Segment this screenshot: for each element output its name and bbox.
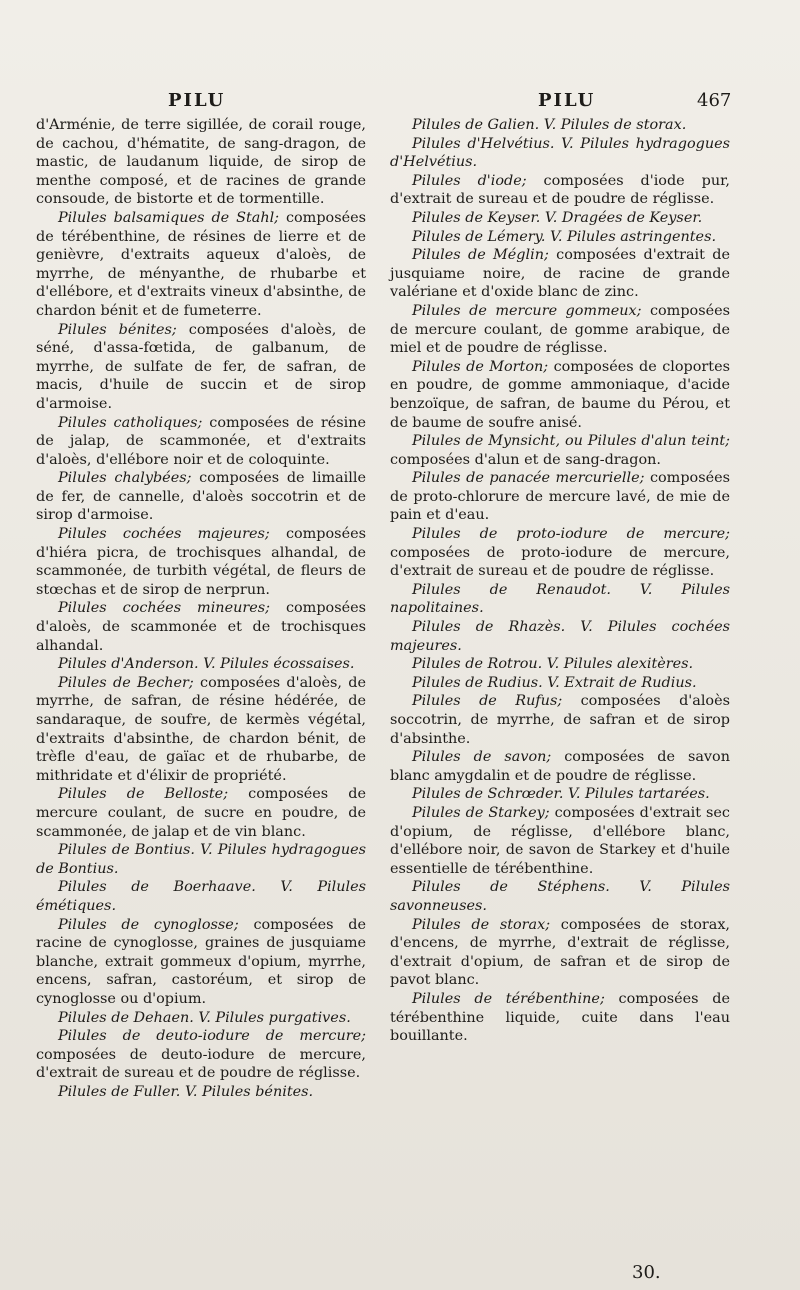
dictionary-entry [36,1083,366,1102]
entry-text: composées d'aloès soccotrin, de myrrhe, de safran et de sirop d'absinthe. [390,693,730,747]
entry-headword: Pilules de Morton; [412,358,549,375]
dictionary-entry [390,432,730,469]
entry-text: composées de deuto-iodure de mercure, d'extrait de sureau et de poudre de réglisse. [36,1046,366,1082]
dictionary-entry [36,1009,366,1028]
entry-headword: Pilules de Galien. V. Pilules de storax. [412,117,687,133]
dictionary-entry [36,525,366,599]
dictionary-entry [390,172,730,209]
entry-headword: Pilules de térébenthine; [412,990,605,1007]
entry-text: composées de storax, d'encens, de myrrhe, d'extrait de réglisse, d'extrait d'opium, de safran et de sirop de pavot blanc. [390,916,731,989]
dictionary-entry [390,692,730,748]
entry-text: composées de savon blanc amygdalin et de poudre de réglisse. [390,749,730,784]
dictionary-entry [36,599,366,655]
entry-headword: Pilules de Becher; [58,674,194,691]
dictionary-entry [390,228,730,247]
dictionary-entry [36,916,366,1009]
dictionary-entry [390,116,730,135]
entry-headword: Pilules de Keyser. V. Dragées de Keyser. [412,209,703,226]
entry-headword: Pilules de mercure gommeux; [412,302,642,319]
entry-headword: Pilules de Rotrou. V. Pilules alexitères. [412,656,694,673]
entry-headword: Pilules de Bontius. V. Pilules hydragogues de Bontius. [36,842,366,877]
dictionary-entry [390,674,730,693]
entry-text: composées d'extrait sec d'opium, de réglisse, d'ellébore blanc, d'ellébore noir, de savon de Starkey et d'huile essentielle de térébenthine. [390,804,730,877]
entry-headword: Pilules de storax; [412,916,551,933]
entry-headword: Pilules d'iode; [412,172,527,189]
entry-headword: Pilules de Dehaen. V. Pilules purgatives. [58,1009,351,1026]
entry-headword: Pilules de Belloste; [58,786,229,803]
dictionary-entry [390,804,730,878]
dictionary-entry [390,302,730,358]
dictionary-entry [390,581,730,618]
entry-headword: Pilules d'Anderson. V. Pilules écossaises. [58,656,355,673]
entry-text: composées d'alun et de sang-dragon. [390,451,661,468]
entry-text: composées de mercure coulant, de gomme arabique, de miel et de poudre de réglisse. [390,302,731,357]
dictionary-entry [390,246,730,302]
entry-headword: Pilules cochées mineures; [58,600,270,617]
entry-headword: Pilules de Stéphens. V. Pilules savonneuses. [390,879,730,914]
entry-text: d'Arménie, de terre sigillée, de corail rouge, de cachou, d'hématite, de sang-dragon, de mastic, de laudanum liquide, de sirop de menthe composé, et de racines de grande consoude, de bistorte et de tormentille. [36,117,366,208]
dictionary-entry [36,1027,366,1083]
entry-text: composées de térébenthine, de résines de lierre et de genièvre, d'extraits aqueux d'aloès, de myrrhe, de ményanthe, de rhubarbe et d'ellébore, et d'extraits vineux d'absinthe, de chardon bénit et de fumeterre. [36,209,367,319]
dictionary-entry [390,916,730,990]
entry-headword: Pilules de cynoglosse; [58,916,239,933]
dictionary-entry [390,135,730,172]
entry-headword: Pilules de Lémery. V. Pilules astringentes. [412,228,717,245]
entry-text: composées d'extrait de jusquiame noire, de racine de grande valériane et d'oxide blanc de zinc. [390,247,730,301]
dictionary-entry [390,748,730,785]
entry-headword: Pilules de Rudius. V. Extrait de Rudius. [412,674,697,691]
entry-text: composées de cloportes en poudre, de gomme ammoniaque, d'acide benzoïque, de safran, de baume du Pérou, et de baume de soufre anisé. [390,358,730,431]
right-column [390,116,730,1046]
entry-headword: Pilules de Starkey; [412,804,550,821]
dictionary-entry [390,469,730,525]
dictionary-entry [36,321,366,414]
dictionary-entry [390,209,730,228]
entry-headword: Pilules d'Helvétius. V. Pilules hydragogues d'Helvétius. [390,135,730,171]
entry-headword: Pilules cochées majeures; [58,526,270,543]
printer-signature: 30. [632,1262,661,1283]
entry-text: composées d'aloès, de scammonée et de trochisques alhandal. [36,600,366,654]
dictionary-entry [390,655,730,674]
dictionary-entry [36,785,366,841]
running-head-right: PILU [538,90,596,111]
entry-text: composées de proto-iodure de mercure, d'extrait de sureau et de poudre de réglisse. [390,544,730,580]
entry-text: composées de mercure coulant, de sucre en poudre, de scammonée, de jalap et de vin blanc. [36,786,366,840]
entry-headword: Pilules de Fuller. V. Pilules bénites. [58,1083,314,1100]
dictionary-entry [36,116,366,209]
entry-text: composées d'aloès, de séné, d'assa-fœtida, de galbanum, de myrrhe, de sulfate de fer, de safran, de macis, d'huile de succin et de sirop d'armoise. [36,321,366,412]
dictionary-entry [36,209,366,321]
entry-text: composées de proto-chlorure de mercure lavé, de mie de pain et d'eau. [390,470,731,524]
dictionary-entry [36,841,366,878]
dictionary-entry [36,414,366,470]
dictionary-entry [390,618,730,655]
entry-text: composées d'aloès, de myrrhe, de safran, de résine hédérée, de sandaraque, de soufre, de kermès végétal, d'extraits d'absinthe, de chardon bénit, de trèfle d'eau, de gaïac et de rhubarbe, de mithridate et d'élixir de propriété. [36,674,366,784]
entry-headword: Pilules de Rufus; [412,693,563,710]
dictionary-entry [36,469,366,525]
entry-headword: Pilules de Boerhaave. V. Pilules émétiques. [36,879,366,914]
page-number: 467 [697,90,732,111]
running-head-left: PILU [168,90,226,111]
entry-text: composées de résine de jalap, de scammonée, et d'extraits d'aloès, d'ellébore noir et de coloquinte. [36,414,366,468]
dictionary-entry [390,878,730,915]
entry-text: composées de limaille de fer, de cannelle, d'aloès soccotrin et de sirop d'armoise. [36,470,366,524]
entry-headword: Pilules de proto-iodure de mercure; [412,526,730,543]
entry-headword: Pilules de deuto-iodure de mercure; [58,1028,366,1045]
dictionary-entry [390,358,730,432]
entry-headword: Pilules de savon; [412,749,552,766]
entry-headword: Pilules balsamiques de Stahl; [58,209,280,226]
entry-headword: Pilules de Mynsicht, ou Pilules d'alun teint; [412,433,730,450]
entry-text: composées d'hiéra picra, de trochisques alhandal, de scammonée, de turbith végétal, de fleurs de stœchas et de sirop de nerprun. [36,526,366,598]
dictionary-entry [390,525,730,581]
entry-headword: Pilules chalybées; [58,470,192,487]
entry-headword: Pilules de Méglin; [412,247,549,264]
entry-headword: Pilules de Rhazès. V. Pilules cochées majeures. [390,619,730,654]
entry-headword: Pilules bénites; [58,321,177,338]
entry-headword: Pilules de Schrœder. V. Pilules tartarées. [412,786,710,803]
dictionary-entry [390,990,730,1046]
entry-text: composées de térébenthine liquide, cuite dans l'eau bouillante. [390,990,730,1045]
entry-headword: Pilules de Renaudot. V. Pilules napolitaines. [390,581,730,617]
entry-text: composées de racine de cynoglosse, graines de jusquiame blanche, extrait gommeux d'opium, myrrhe, encens, safran, castoréum, et sirop de cynoglosse ou d'opium. [36,916,366,1007]
dictionary-entry [36,655,366,674]
dictionary-entry [36,674,366,786]
dictionary-entry [36,878,366,915]
left-column [36,116,366,1101]
entry-text: composées d'iode pur, d'extrait de sureau et de poudre de réglisse. [390,172,730,208]
entry-headword: Pilules catholiques; [58,414,203,431]
entry-headword: Pilules de panacée mercurielle; [412,470,645,487]
dictionary-entry [390,785,730,804]
